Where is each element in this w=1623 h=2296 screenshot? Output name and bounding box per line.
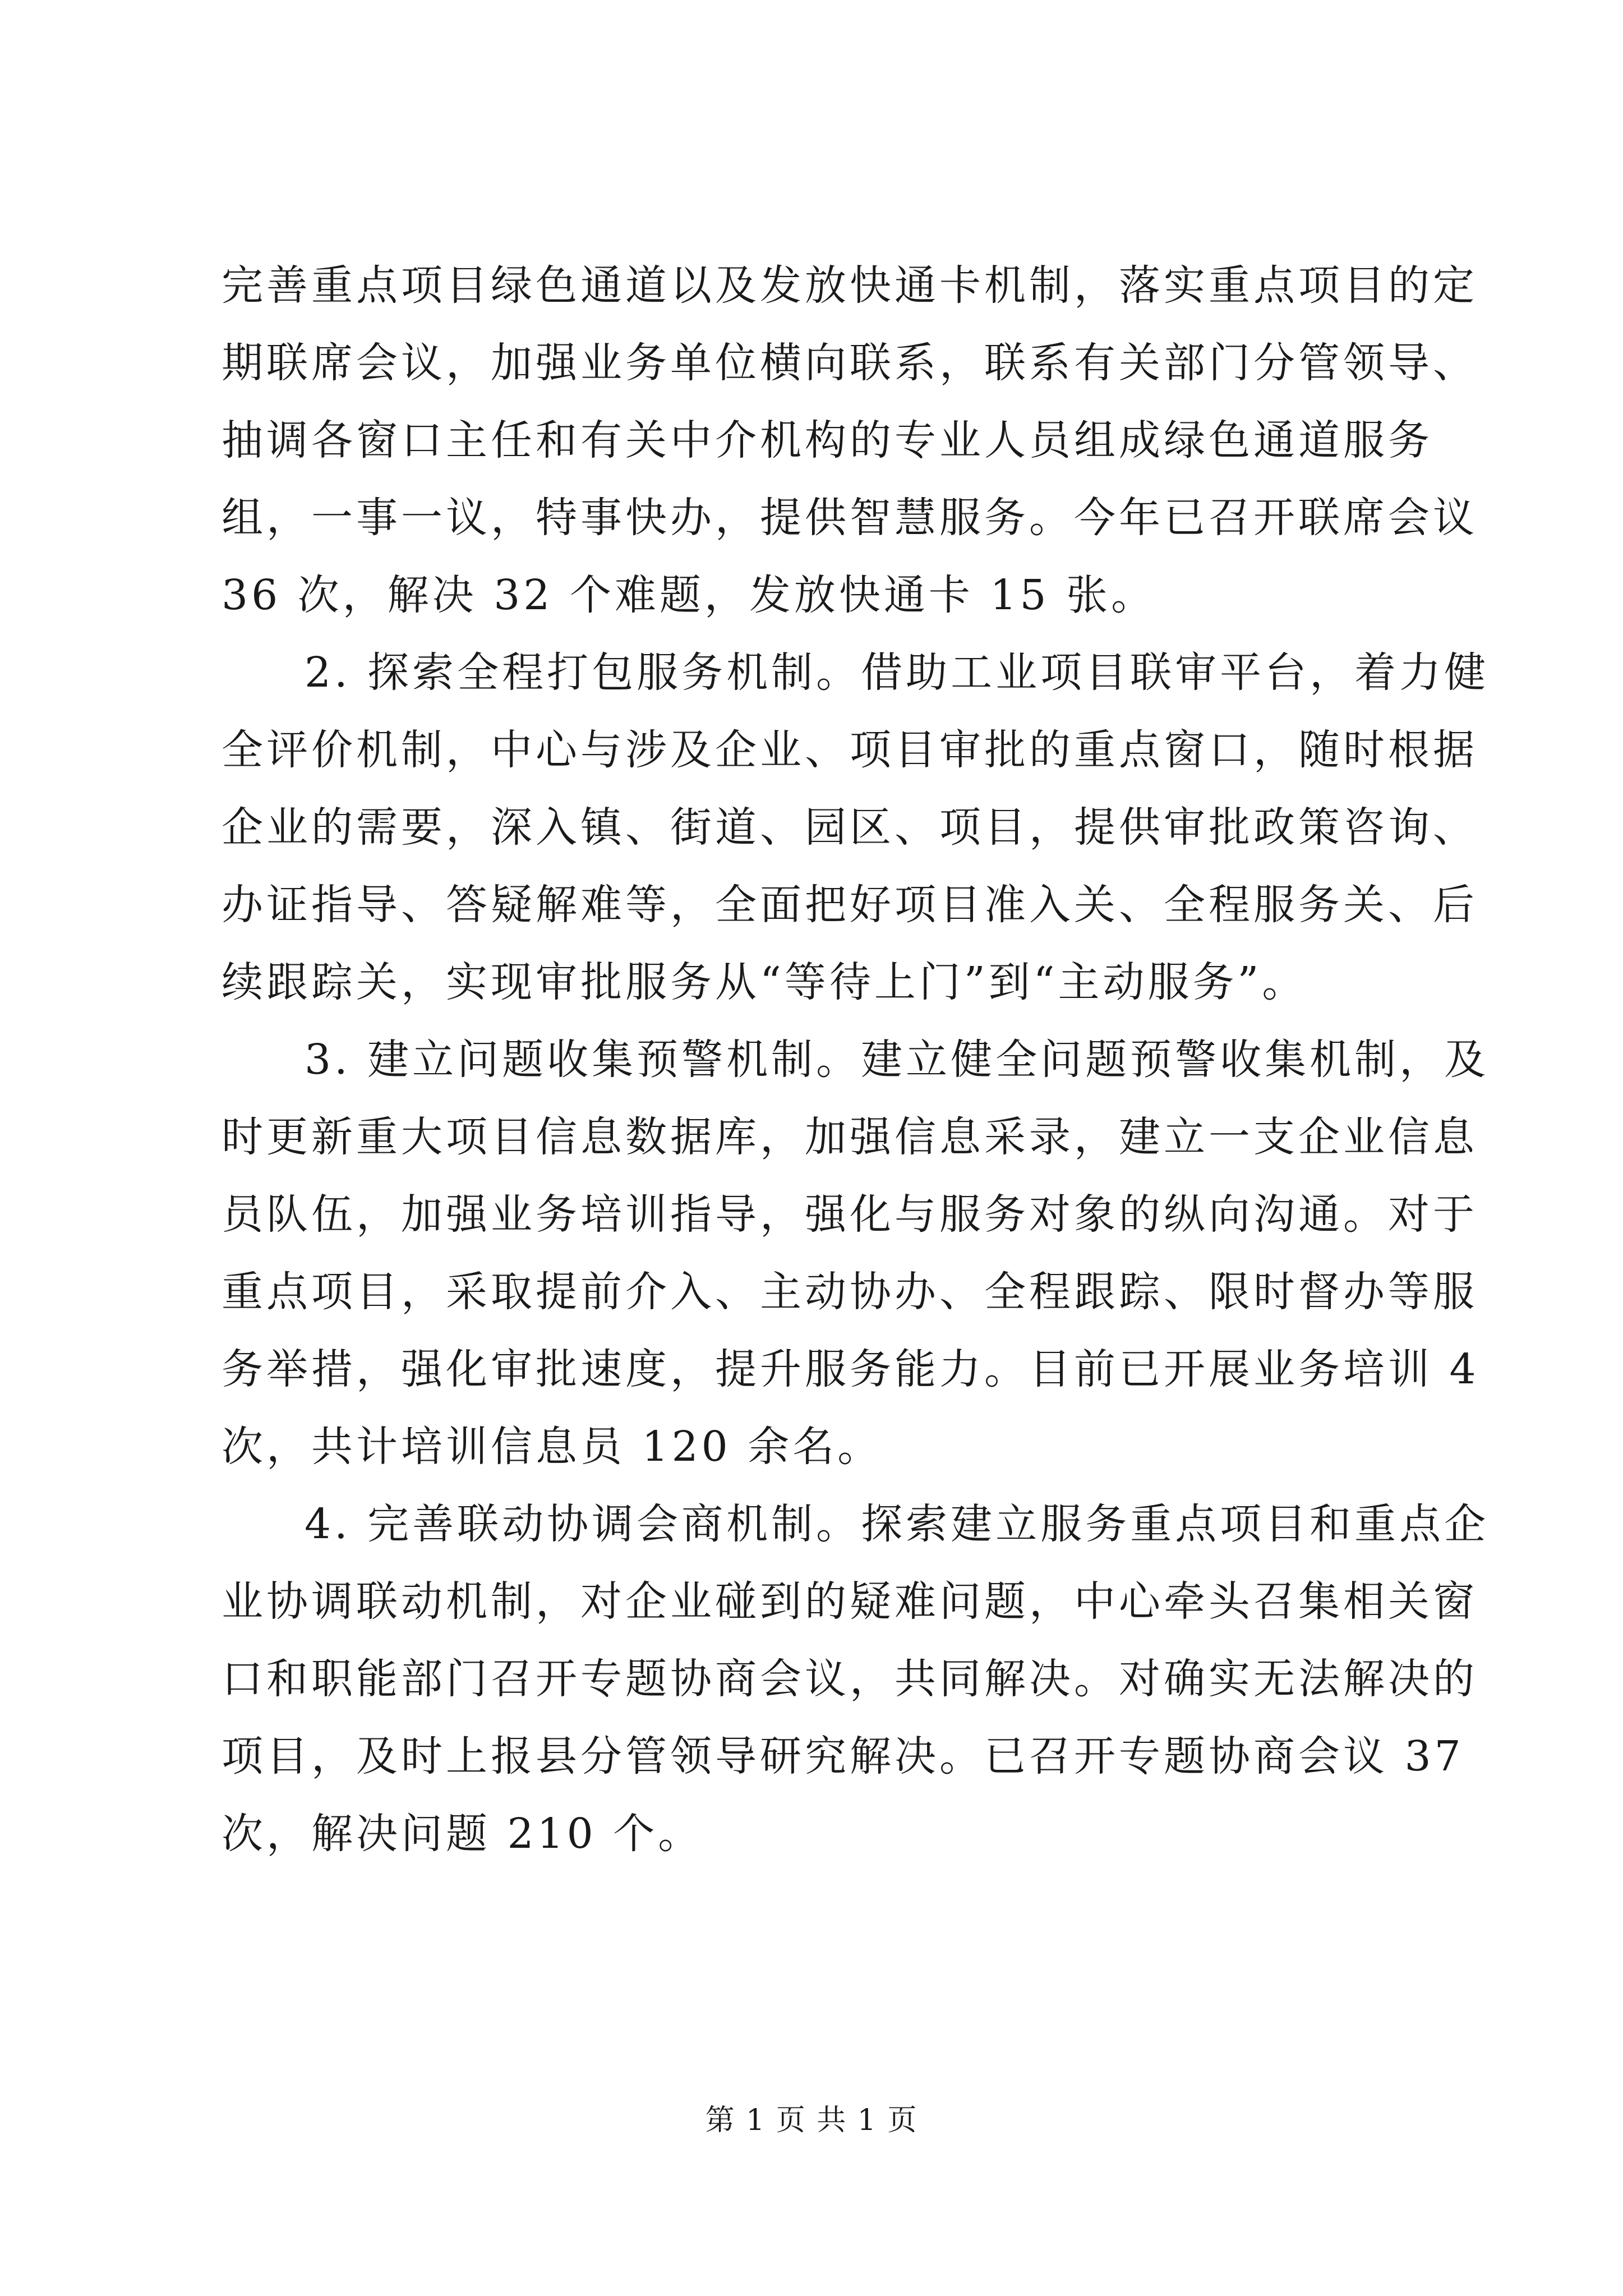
text-line: 重点项目，采取提前介入、主动协办、全程跟踪、限时督办等服 [222,1268,1478,1316]
text-line: 时更新重大项目信息数据库，加强信息采录，建立一支企业信息 [222,1113,1478,1161]
text-line: 办证指导、答疑解难等，全面把好项目准入关、全程服务关、后 [222,881,1478,929]
text-line: 组，一事一议，特事快办，提供智慧服务。今年已召开联席会议 [222,494,1478,542]
text-line: 次，共计培训信息员 120 余名。 [222,1423,883,1471]
page-number-footer: 第 1 页 共 1 页 [705,2104,918,2137]
text-line: 完善重点项目绿色通道以及发放快通卡机制，落实重点项目的定 [222,261,1478,310]
text-line: 企业的需要，深入镇、街道、园区、项目，提供审批政策咨询、 [222,803,1478,852]
text-line: 员队伍，加强业务培训指导，强化与服务对象的纵向沟通。对于 [222,1190,1478,1239]
text-line: 业协调联动机制，对企业碰到的疑难问题，中心牵头召集相关窗 [222,1577,1478,1626]
text-line: 3. 建立问题收集预警机制。建立健全问题预警收集机制，及 [305,1036,1490,1084]
paragraph-1 [222,247,1478,634]
text-line: 次，解决问题 210 个。 [222,1810,703,1858]
text-line: 4. 完善联动协调会商机制。探索建立服务重点项目和重点企 [305,1500,1490,1548]
text-line: 项目，及时上报县分管领导研究解决。已召开专题协商会议 37 [222,1732,1464,1780]
paragraph-4 [222,1485,1490,1872]
text-line: 口和职能部门召开专题协商会议，共同解决。对确实无法解决的 [222,1655,1478,1703]
text-line: 务举措，强化审批速度，提升服务能力。目前已开展业务培训 4 [222,1345,1479,1393]
text-line: 抽调各窗口主任和有关中介机构的专业人员组成绿色通道服务 [222,416,1433,464]
text-line: 期联席会议，加强业务单位横向联系，联系有关部门分管领导、 [222,339,1478,387]
text-line: 全评价机制，中心与涉及企业、项目审批的重点窗口，随时根据 [222,726,1478,774]
paragraph-3 [222,1021,1490,1485]
text-line: 36 次，解决 32 个难题，发放快通卡 15 张。 [222,571,1156,619]
document-body [222,247,1490,1872]
text-line: 续跟踪关，实现审批服务从“等待上门”到“主动服务”。 [222,958,1307,1006]
paragraph-2 [222,634,1490,1021]
text-line: 2. 探索全程打包服务机制。借助工业项目联审平台，着力健 [305,648,1490,697]
